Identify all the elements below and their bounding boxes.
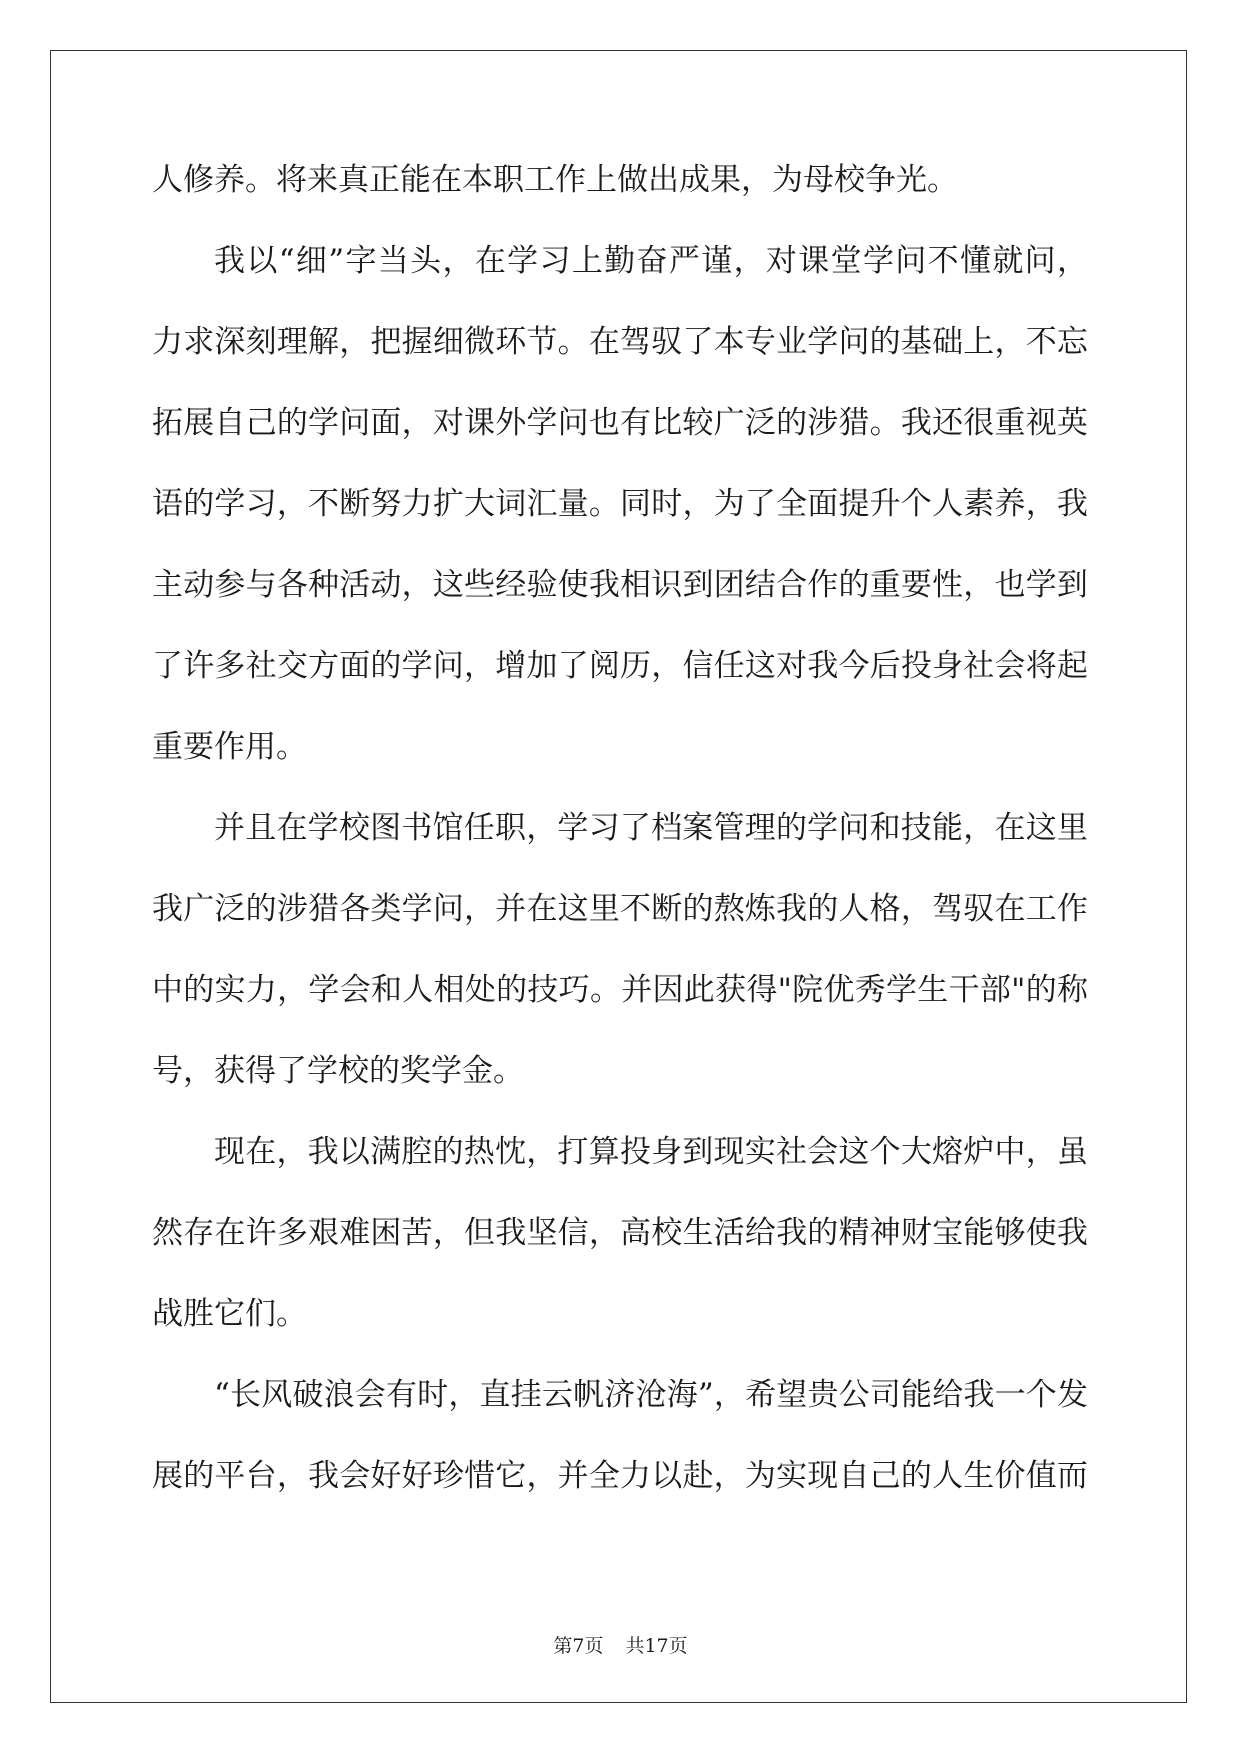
page-total: 共17页 — [625, 1635, 688, 1657]
text-line: 号，获得了学校的奖学金。 — [152, 1053, 524, 1089]
text-line: “ 长 风 破 浪 会 有 时 ， 直 挂 云 帆 济 沧 海 ” ， 希 望 贵 公 司 能 给 我 一 个 发 — [214, 1377, 1088, 1413]
text-line: 展 的 平 台 ， 我 会 好 好 珍 惜 它 ， 并 全 力 以 赴 ， 为 实 现 自 己 的 人 生 价 值 而 — [152, 1458, 1088, 1494]
text-line: 中 的 实 力 ， 学 会 和 人 相 处 的 技 巧 。 并 因 此 获 得 " 院 优 秀 学 生 干 部 " 的 称 — [152, 972, 1088, 1008]
text-line: 力 求 深 刻 理 解 ， 把 握 细 微 环 节 。 在 驾 驭 了 本 专 业 学 问 的 基 础 上 ， 不 忘 — [152, 324, 1088, 360]
text-line: 主 动 参 与 各 种 活 动 ， 这 些 经 验 使 我 相 识 到 团 结 合 作 的 重 要 性 ， 也 学 到 — [152, 567, 1088, 603]
document-body — [152, 160, 1088, 1537]
text-line: 我 广 泛 的 涉 猎 各 类 学 问 ， 并 在 这 里 不 断 的 熬 炼 我 的 人 格 ， 驾 驭 在 工 作 — [152, 891, 1088, 927]
text-line: 拓 展 自 己 的 学 问 面 ， 对 课 外 学 问 也 有 比 较 广 泛 的 涉 猎 。 我 还 很 重 视 英 — [152, 405, 1088, 441]
text-line: 战胜它们。 — [152, 1296, 307, 1332]
text-line: 我 以 “ 细 ” 字 当 头 ， 在 学 习 上 勤 奋 严 谨 ， 对 课 堂 学 问 不 懂 就 问 ， — [214, 243, 1088, 279]
text-line: 然 存 在 许 多 艰 难 困 苦 ， 但 我 坚 信 ， 高 校 生 活 给 我 的 精 神 财 宝 能 够 使 我 — [152, 1215, 1088, 1251]
text-line: 并 且 在 学 校 图 书 馆 任 职 ， 学 习 了 档 案 管 理 的 学 问 和 技 能 ， 在 这 里 — [214, 810, 1088, 846]
text-line: 重要作用。 — [152, 729, 307, 765]
text-line: 现 在 ， 我 以 满 腔 的 热 忱 ， 打 算 投 身 到 现 实 社 会 这 个 大 熔 炉 中 ， 虽 — [214, 1134, 1088, 1170]
text-line: 人修养。将来真正能在本职工作上做出成果，为母校争光。 — [152, 162, 958, 198]
text-line: 语 的 学 习 ， 不 断 努 力 扩 大 词 汇 量 。 同 时 ， 为 了 全 面 提 升 个 人 素 养 ， 我 — [152, 486, 1088, 522]
text-line: 了 许 多 社 交 方 面 的 学 问 ， 增 加 了 阅 历 ， 信 任 这 对 我 今 后 投 身 社 会 将 起 — [152, 648, 1088, 684]
page-number: 第7页 — [553, 1635, 604, 1657]
page-footer — [0, 1631, 1241, 1658]
